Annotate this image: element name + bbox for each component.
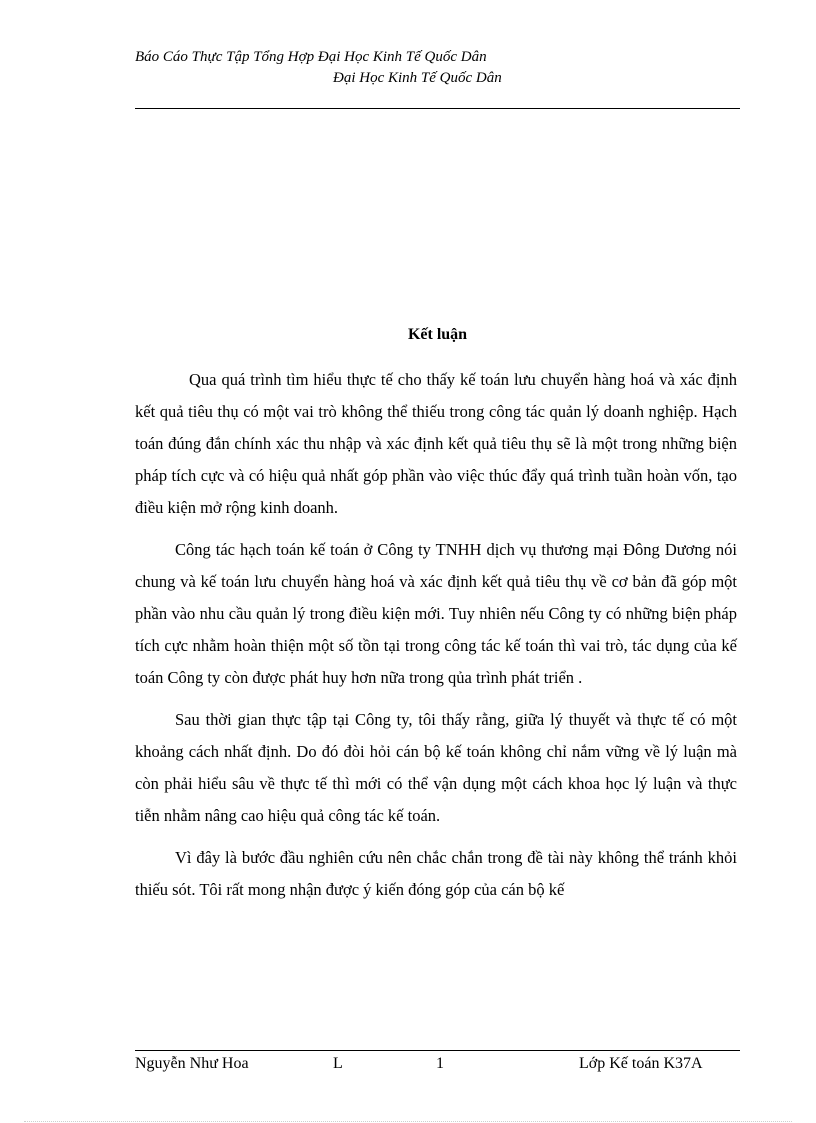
paragraph-4: Vì đây là bước đầu nghiên cứu nên chắc chắn trong đề tài này không thể tránh khỏi thiếu sót. Tôi rất mong nhận được ý kiến đóng góp của cán bộ kế — [135, 848, 737, 899]
header-subtitle: Đại Học Kinh Tế Quốc Dân — [333, 70, 502, 86]
paragraph-2: Công tác hạch toán kế toán ở Công ty TNHH dịch vụ thương mại Đông Dương nói chung và kế toán lưu chuyển hàng hoá và xác định kết quả tiêu thụ về cơ bản đã góp một phần vào nhu cầu quản lý trong điều kiện mới. Tuy nhiên nếu Công ty có những biện pháp tích cực nhằm hoàn thiện một số tồn tại trong công tác kế toán thì vai trò, tác dụng của kế toán Công ty còn được phát huy hơn nữa trong qủa trình phát triển . — [135, 540, 737, 687]
paragraph-1: Qua quá trình tìm hiểu thực tế cho thấy kế toán lưu chuyển hàng hoá và xác định kết quả tiêu thụ có một vai trò không thể thiếu trong công tác quản lý doanh nghiệp. Hạch toán đúng đắn chính xác thu nhập và xác định kết quả tiêu thụ sẽ là một trong những biện pháp tích cực và có hiệu quả nhất góp phần vào việc thúc đẩy quá trình tuần hoàn vốn, tạo điều kiện mở rộng kinh doanh. — [135, 370, 737, 517]
section-title: Kết luận — [407, 326, 468, 343]
footer-mark: L — [333, 1055, 343, 1072]
page-edge-dotted-line — [24, 1121, 792, 1122]
header-title: Báo Cáo Thực Tập Tổng Hợp Đại Học Kinh Tế Quốc Dân — [135, 49, 487, 65]
footer-author: Nguyễn Như Hoa — [135, 1055, 249, 1072]
footer-class: Lớp Kế toán K37A — [579, 1055, 703, 1072]
paragraph-3: Sau thời gian thực tập tại Công ty, tôi thấy rằng, giữa lý thuyết và thực tế có một khoảng cách nhất định. Do đó đòi hỏi cán bộ kế toán không chỉ nắm vững về lý luận mà còn phải hiểu sâu về thực tế thì mới có thể vận dụng một cách khoa học lý luận và thực tiễn nhằm nâng cao hiệu quả công tác kế toán. — [135, 710, 737, 825]
page-number: 1 — [436, 1055, 444, 1072]
body-text — [135, 364, 737, 916]
header-divider — [135, 108, 740, 109]
footer-divider — [135, 1050, 740, 1051]
